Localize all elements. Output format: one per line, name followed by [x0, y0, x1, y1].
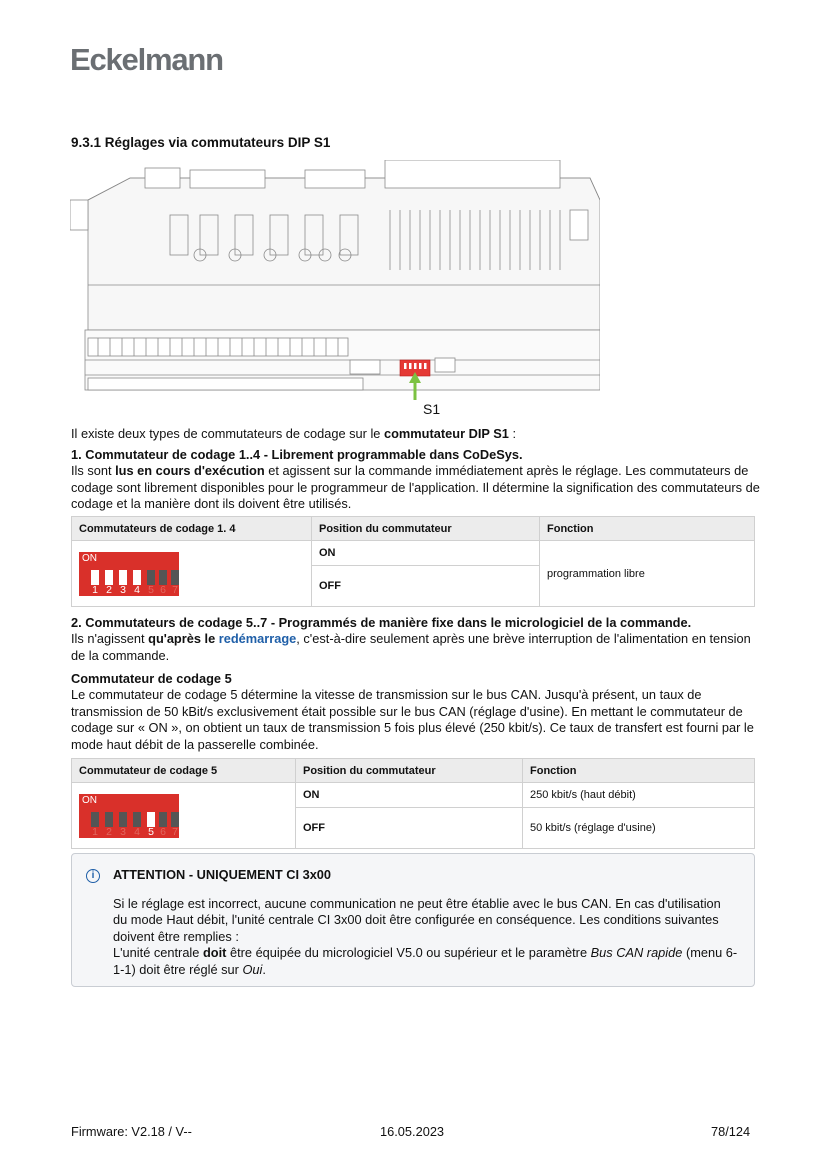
table1-position-off: OFF: [312, 566, 540, 607]
table2-function-off: 50 kbit/s (réglage d'usine): [523, 808, 755, 849]
info-icon: i: [86, 869, 100, 883]
controller-illustration: [70, 160, 600, 400]
footer-page-number: 78/124: [711, 1124, 751, 1139]
table1-header-switch: Commutateurs de codage 1. 4: [72, 517, 312, 541]
restart-link[interactable]: redémarrage: [218, 631, 297, 647]
dip-switch-illustration-1: ON 1 2 3 4 5 6 7: [79, 552, 179, 596]
part1-paragraph: 1. Commutateur de codage 1..4 - Librement programmable dans CoDeSys. Ils sont lus en cours d'exécution et agissent sur la commande immédiatement après le réglage. Les commutateurs de codage sont librement disponibles pour le programmeur de l'application. Il détermine la signification des commutateurs de codage et la manière dont ils doivent être utilisés.: [71, 447, 760, 512]
dip-switch-illustration-2: ON 1 2 3 4 5 6 7: [79, 794, 179, 838]
table2-header-function: Fonction: [523, 759, 755, 783]
attention-title: ATTENTION - UNIQUEMENT CI 3x00: [113, 867, 332, 882]
attention-body: Si le réglage est incorrect, aucune communication ne peut être établie avec le bus CAN. En cas d'utilisation du mode Haut débit, l'unité centrale CI 3x00 doit être configurée en conséquence. Les conditions suivantes doivent être remplies : L'unité centrale doit être équipée du micrologiciel V5.0 ou supérieur et le paramètre Bus CAN rapide (menu 6-1-1) doit être réglé sur Oui.: [113, 896, 738, 977]
table2-position-off: OFF: [296, 808, 523, 849]
part2-paragraph: 2. Commutateurs de codage 5..7 - Programmés de manière fixe dans le micrologiciel de la commande. Ils n'agissent qu'après le redémarrage, c'est-à-dire seulement après une brève interruption de l'alimentation en tension de la commande.: [71, 615, 751, 663]
table-switches-1-4: [71, 516, 755, 607]
table1-position-on: ON: [312, 541, 540, 566]
table2-function-on: 250 kbit/s (haut débit): [523, 783, 755, 808]
part1-heading: 1. Commutateur de codage 1..4 - Librement programmable dans CoDeSys.: [71, 447, 523, 462]
table-switch-5: [71, 758, 755, 849]
intro-paragraph: Il existe deux types de commutateurs de codage sur le commutateur DIP S1 :: [71, 426, 517, 441]
table2-header-position: Position du commutateur: [296, 759, 523, 783]
table2-header-switch: Commutateur de codage 5: [72, 759, 296, 783]
footer-firmware: Firmware: V2.18 / V--: [71, 1124, 192, 1139]
part3-paragraph: Commutateur de codage 5 Le commutateur de codage 5 détermine la vitesse de transmission sur le bus CAN. Jusqu'à présent, un taux de transmission de 50 kBit/s exclusivement était possible sur le bus CAN (réglage d'usine). En mettant le commutateur de codage sur « ON », on obtient un taux de transmission 5 fois plus élevé (250 kbit/s). Ce taux de transfert est fourni par le mode haut débit de la passerelle combinée.: [71, 671, 754, 752]
footer-date: 16.05.2023: [380, 1124, 445, 1139]
part3-heading: Commutateur de codage 5: [71, 671, 232, 686]
s1-callout: S1: [423, 401, 441, 417]
table2-position-on: ON: [296, 783, 523, 808]
part2-heading: 2. Commutateurs de codage 5..7 - Programmés de manière fixe dans le micrologiciel de la commande.: [71, 615, 692, 630]
eckelmann-logo: Eckelmann: [70, 42, 223, 77]
section-title: 9.3.1 Réglages via commutateurs DIP S1: [71, 135, 331, 150]
table1-header-function: Fonction: [540, 517, 755, 541]
attention-box: [71, 853, 755, 987]
table1-header-position: Position du commutateur: [312, 517, 540, 541]
table1-function: programmation libre: [540, 541, 755, 607]
